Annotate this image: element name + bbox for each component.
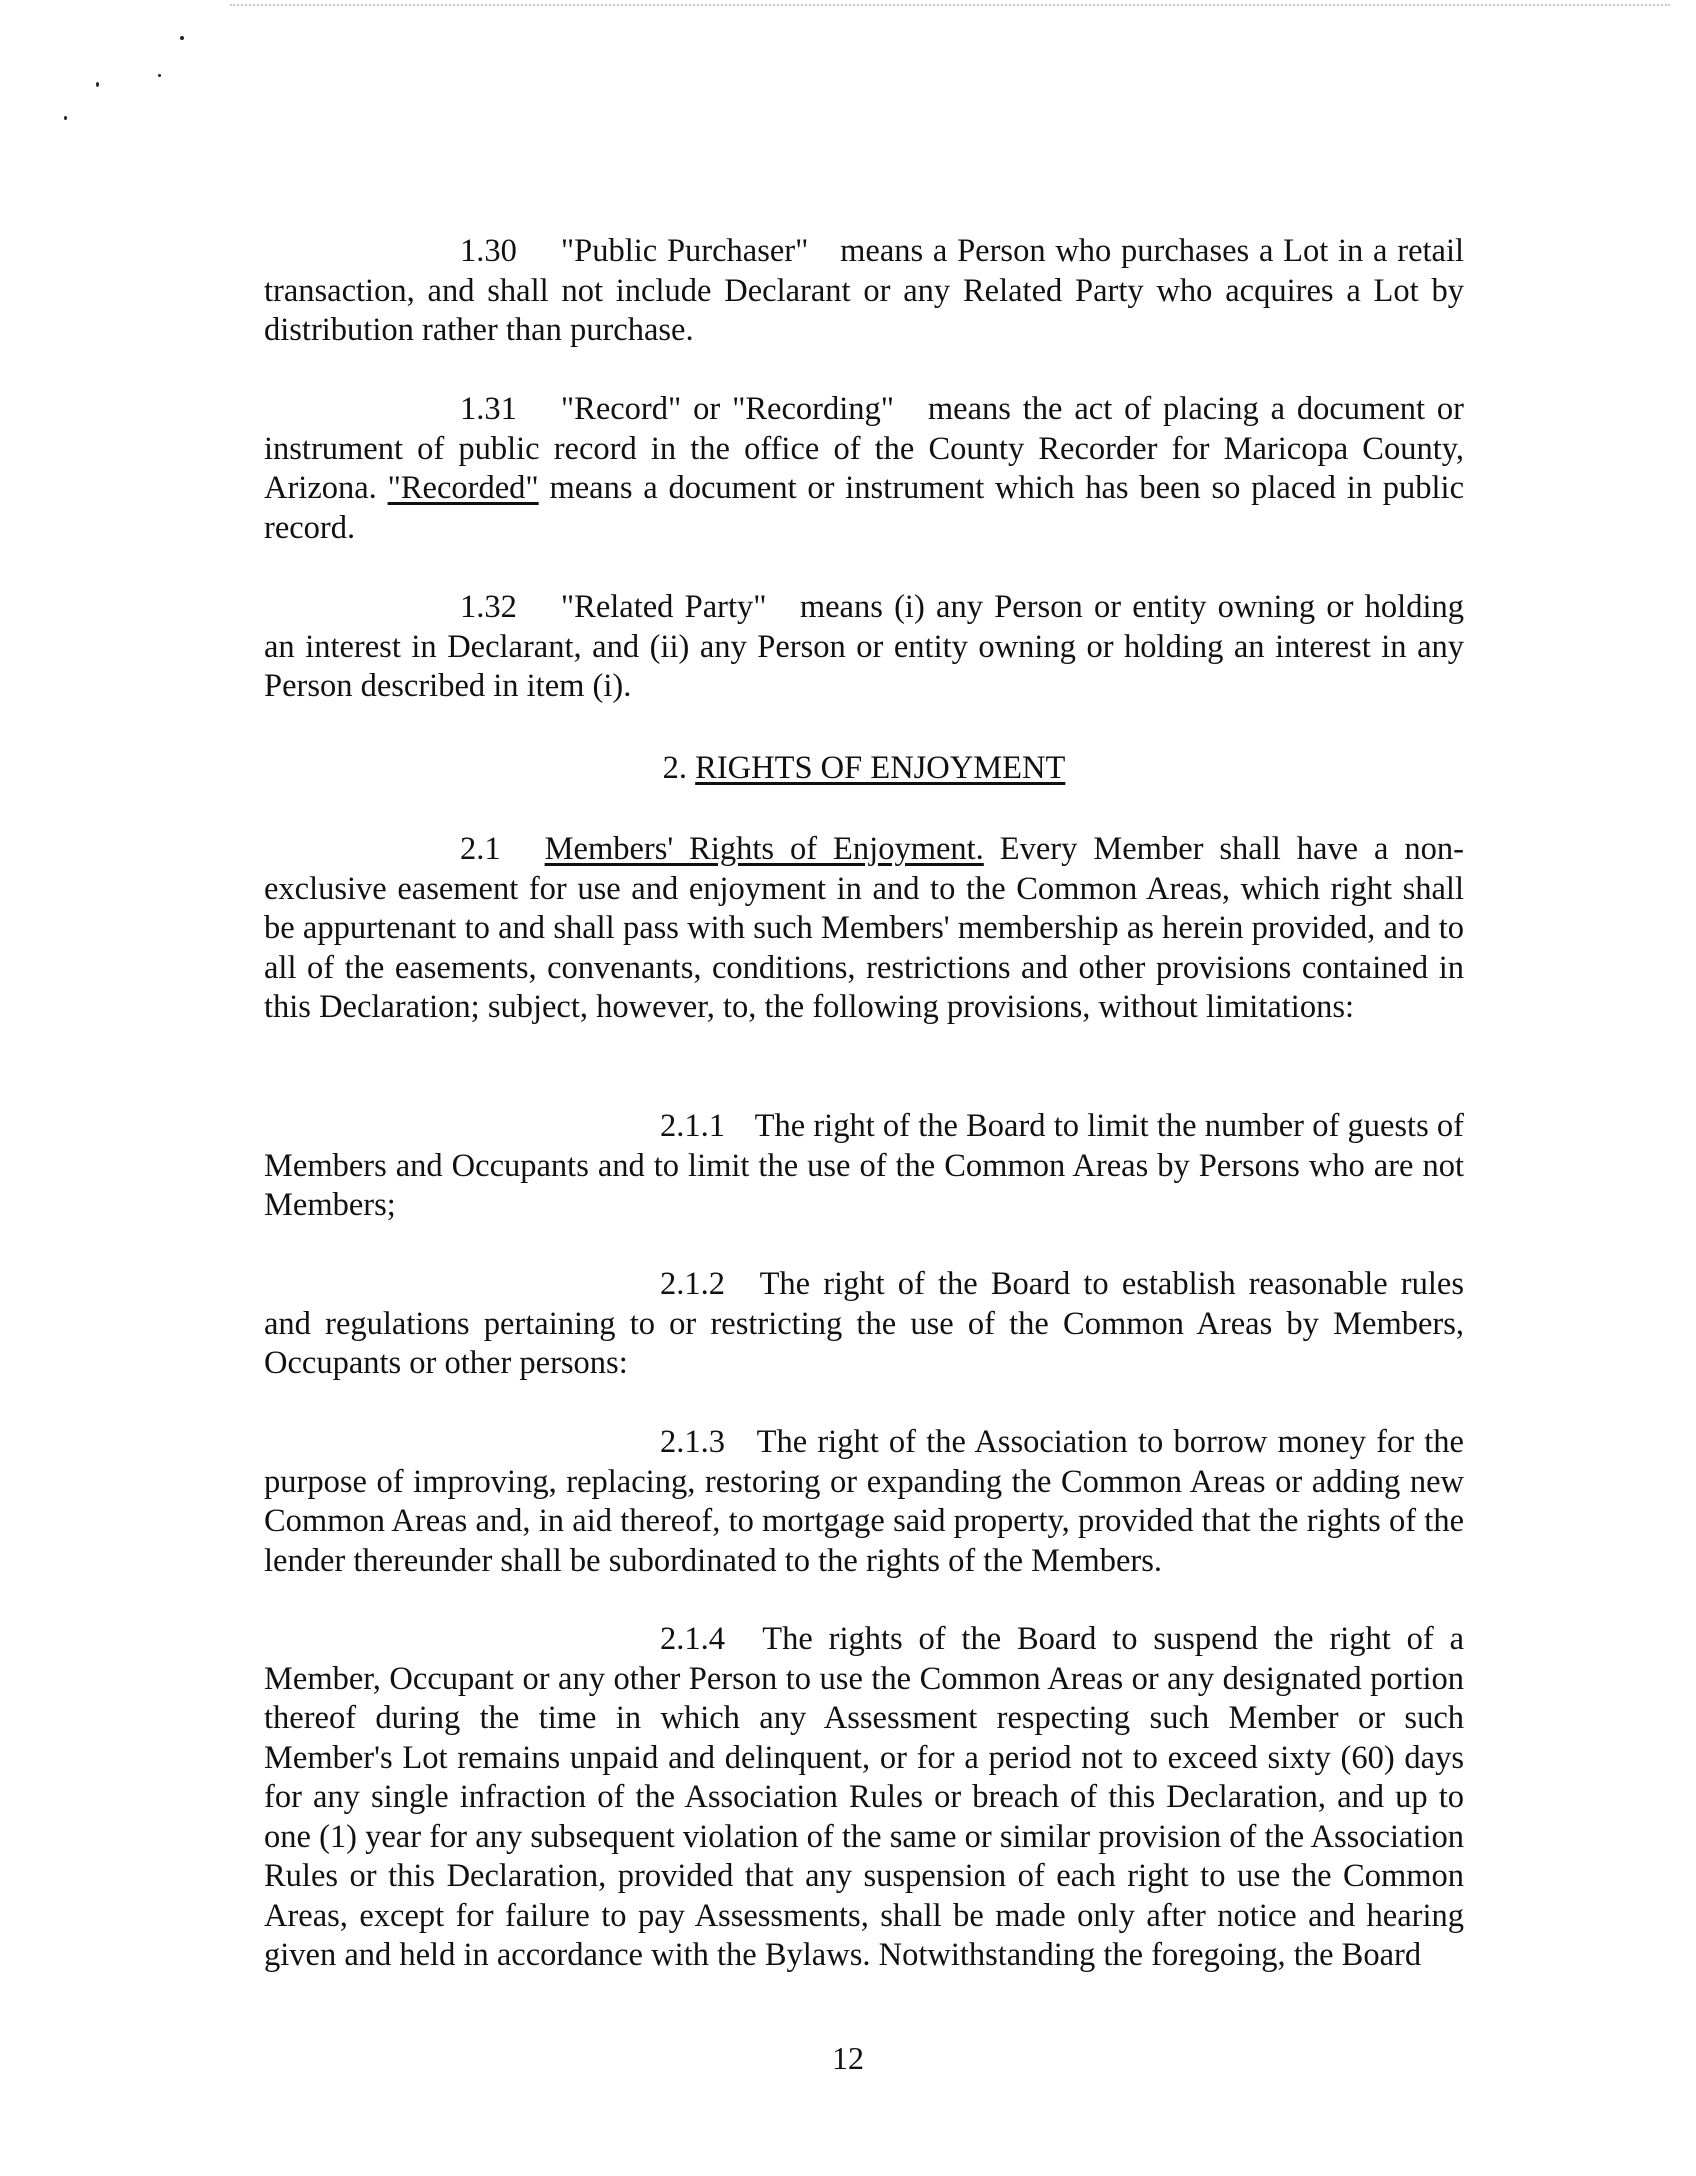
paragraph-2-1-3 [264,1423,1464,1581]
definition-text-continued: means a document or instrument which has been so placed in public record. [264,470,1465,546]
paragraph-1-30 [264,232,1464,351]
subsection-text: The rights of the Board to suspend the right of a Member, Occupant or any other Person to use the Common Areas or any designated portion thereof during the time in which any Assessment respecting such Member or such Member's Lot remains unpaid and delinquent, or for a period not to exceed sixty (60) days for any single infraction of the Association Rules or breach of this Declaration, and up to one (1) year for any subsequent violation of the same or similar provision of the Association Rules or this Declaration, provided that any suspension of each right to use the Common Areas, except for failure to pay Assessments, shall be made only after notice and hearing given and held in accordance with the Bylaws. Notwithstanding the foregoing, the Board [264,1621,1465,1973]
subsection-number: 2.1.1 [660,1108,725,1144]
subsection-number: 2.1.2 [660,1266,725,1302]
subsection-text: The right of the Board to establish reasonable rules and regulations pertaining to or restricting the use of the Common Areas by Members, Occupants or other persons: [264,1266,1464,1381]
section-number: 1.30 [460,233,517,269]
paragraph-1-31 [264,390,1464,548]
section-heading-number: 2. [662,750,688,786]
subsection-text: The right of the Association to borrow money for the purpose of improving, replacing, restoring or expanding the Common Areas or adding new Common Areas and, in aid thereof, to mortgage said property, provided that the rights of the lender thereunder shall be subordinated to the rights of the Members. [264,1424,1464,1579]
definition-text: means (i) any Person or entity owning or holding an interest in Declarant, and (ii) any Person or entity owning or holding an interest in any Person described in item (i). [264,589,1464,704]
scan-speck [180,36,184,40]
subsection-number: 2.1.4 [660,1621,725,1657]
subsection-title: Members' Rights of Enjoyment. [544,831,984,867]
scan-speck [64,116,67,120]
paragraph-1-32 [264,588,1464,707]
scan-edge-line [230,4,1670,6]
paragraph-2-1-2 [264,1265,1464,1384]
section-heading [264,748,1464,788]
subsection-number: 2.1.3 [660,1424,725,1460]
scan-speck [158,74,161,77]
paragraph-2-1 [264,830,1464,1028]
paragraph-2-1-1 [264,1107,1464,1226]
defined-term: "Record" or "Recording" [560,391,894,427]
paragraph-2-1-4 [264,1620,1464,1976]
scan-speck [96,82,99,87]
defined-term: "Public Purchaser" [560,233,809,269]
section-number: 2.1 [460,831,501,867]
defined-term: "Related Party" [560,589,767,625]
section-number: 1.32 [460,589,517,625]
section-heading-title: RIGHTS OF ENJOYMENT [695,750,1066,786]
section-number: 1.31 [460,391,517,427]
definition-text: means a Person who purchases a Lot in a retail transaction, and shall not include Declarant or any Related Party who acquires a Lot by distribution rather than purchase. [264,233,1465,348]
page-number: 12 [832,2040,864,2076]
definition-text: means the act of placing a document or instrument of public record in the office of the County Recorder for Maricopa County, Arizona. [264,391,1464,506]
underlined-term: "Recorded" [387,470,539,506]
subsection-text: Every Member shall have a non-exclusive easement for use and enjoyment in and to the Common Areas, which right shall be appurtenant to and shall pass with such Members' membership as herein provided, and to all of the easements, convenants, conditions, restrictions and other provisions contained in this Declaration; subject, however, to, the following provisions, without limitations: [264,831,1465,1025]
subsection-text: The right of the Board to limit the number of guests of Members and Occupants and to limit the use of the Common Areas by Persons who are not Members; [264,1108,1464,1223]
